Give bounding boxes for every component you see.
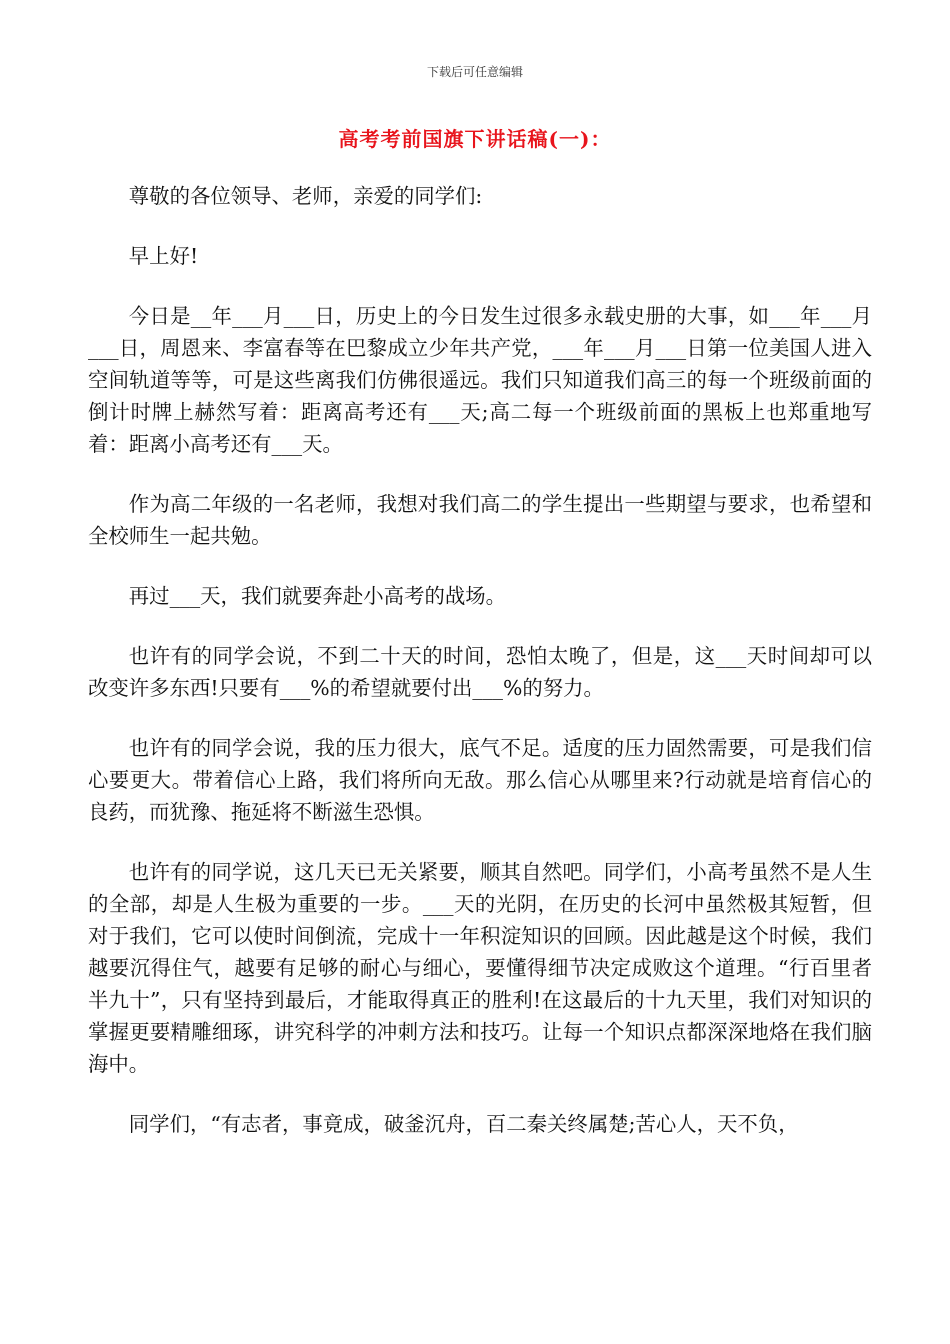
paragraph-countdown: 再过___天，我们就要奔赴小高考的战场。: [128, 584, 507, 608]
paragraph-morning: 早上好!: [128, 244, 199, 268]
paragraph-pressure: 也许有的同学会说，我的压力很大，底气不足。适度的压力固然需要，可是我们信心要更大。带着信心上路，我们将所向无敌。那么信心从哪里来?行动就是培育信心的良药，而犹豫、拖延将不断滋生恐惧。: [88, 736, 872, 824]
page-header-note: 下载后可任意编辑: [426, 65, 523, 79]
paragraph-importance: 也许有的同学说，这几天已无关紧要，顺其自然吧。同学们，小高考虽然不是人生的全部，却是人生极为重要的一步。___天的光阴，在历史的长河中虽然极其短暂，但对于我们，它可以使时间倒流，完成十一年积淀知识的回顾。因此越是这个时候，我们越要沉得住气，越要有足够的耐心与细心，要懂得细节决定成败这个道理。“行百里者半九十”，只有坚持到最后，才能取得真正的胜利!在这最后的十九天里，我们对知识的掌握更要精雕细琢，讲究科学的冲刺方法和技巧。让每一个知识点都深深地烙在我们脑海中。: [88, 860, 872, 1076]
paragraph-too-late: 也许有的同学会说，不到二十天的时间，恐怕太晚了，但是，这___天时间却可以改变许多东西!只要有___%的希望就要付出___%的努力。: [88, 644, 872, 700]
paragraph-teacher: 作为高二年级的一名老师，我想对我们高二的学生提出一些期望与要求，也希望和全校师生一起共勉。: [88, 492, 872, 548]
paragraph-closing: 同学们，“有志者，事竟成，破釜沉舟，百二秦关终属楚;苦心人，天不负，: [128, 1112, 799, 1136]
paragraph-today: 今日是__年___月___日，历史上的今日发生过很多永载史册的大事，如___年___月___日，周恩来、李富春等在巴黎成立少年共产党，___年___月___日第一位美国人进入空间轨道等等，可是这些离我们仿佛很遥远。我们只知道我们高三的每一个班级前面的倒计时牌上赫然写着：距离高考还有___天;高二每一个班级前面的黑板上也郑重地写着：距离小高考还有___天。: [88, 304, 872, 456]
document-body: [88, 180, 872, 1168]
document-title: 高考考前国旗下讲话稿(一)：: [338, 127, 612, 151]
paragraph-greeting: 尊敬的各位领导、老师，亲爱的同学们:: [128, 184, 483, 208]
